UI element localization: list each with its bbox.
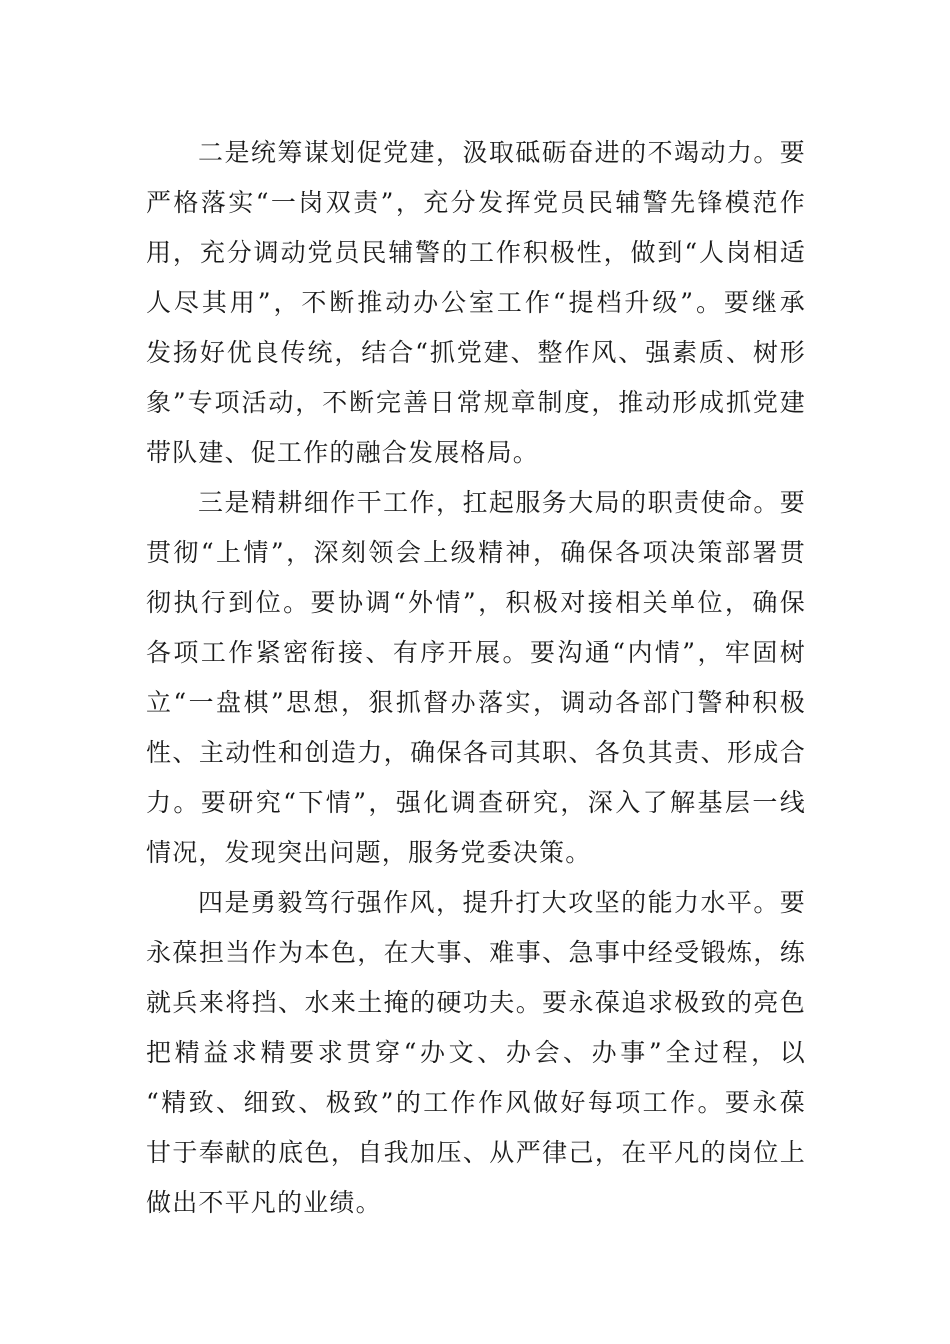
text-line: “精致、细致、极致”的工作作风做好每项工作。要永葆 [146,1088,806,1117]
text-line: 二是统筹谋划促党建，汲取砥砺奋进的不竭动力。要 [198,138,806,167]
text-line: 贯彻“上情”，深刻领会上级精神，确保各项决策部署贯 [146,538,806,567]
text-line: 三是精耕细作干工作，扛起服务大局的职责使命。要 [198,488,806,517]
paragraph-work [146,478,806,878]
text-line: 力。要研究“下情”，强化调查研究，深入了解基层一线 [146,788,806,817]
text-line: 做出不平凡的业绩。 [146,1188,382,1217]
text-line: 把精益求精要求贯穿“办文、办会、办事”全过程，以 [146,1038,806,1067]
text-line: 象”专项活动，不断完善日常规章制度，推动形成抓党建 [146,388,806,417]
document-body [146,128,806,1228]
text-line: 就兵来将挡、水来土掩的硬功夫。要永葆追求极致的亮色 [146,988,806,1017]
text-line: 发扬好优良传统，结合“抓党建、整作风、强素质、树形 [146,338,806,367]
text-line: 立“一盘棋”思想，狠抓督办落实，调动各部门警种积极 [146,688,806,717]
paragraph-party-building [146,128,806,478]
text-line: 彻执行到位。要协调“外情”，积极对接相关单位，确保 [146,588,806,617]
text-line: 情况，发现突出问题，服务党委决策。 [146,838,592,867]
text-line: 四是勇毅笃行强作风，提升打大攻坚的能力水平。要 [198,888,806,917]
text-line: 带队建、促工作的融合发展格局。 [146,438,540,467]
text-line: 各项工作紧密衔接、有序开展。要沟通“内情”，牢固树 [146,638,806,667]
text-line: 永葆担当作为本色，在大事、难事、急事中经受锻炼，练 [146,938,806,967]
text-line: 用，充分调动党员民辅警的工作积极性，做到“人岗相适 [146,238,806,267]
text-line: 甘于奉献的底色，自我加压、从严律己，在平凡的岗位上 [146,1138,806,1167]
text-line: 严格落实“一岗双责”，充分发挥党员民辅警先锋模范作 [146,188,806,217]
text-line: 性、主动性和创造力，确保各司其职、各负其责、形成合 [146,738,806,767]
text-line: 人尽其用”，不断推动办公室工作“提档升级”。要继承 [146,288,806,317]
paragraph-work-style [146,878,806,1228]
